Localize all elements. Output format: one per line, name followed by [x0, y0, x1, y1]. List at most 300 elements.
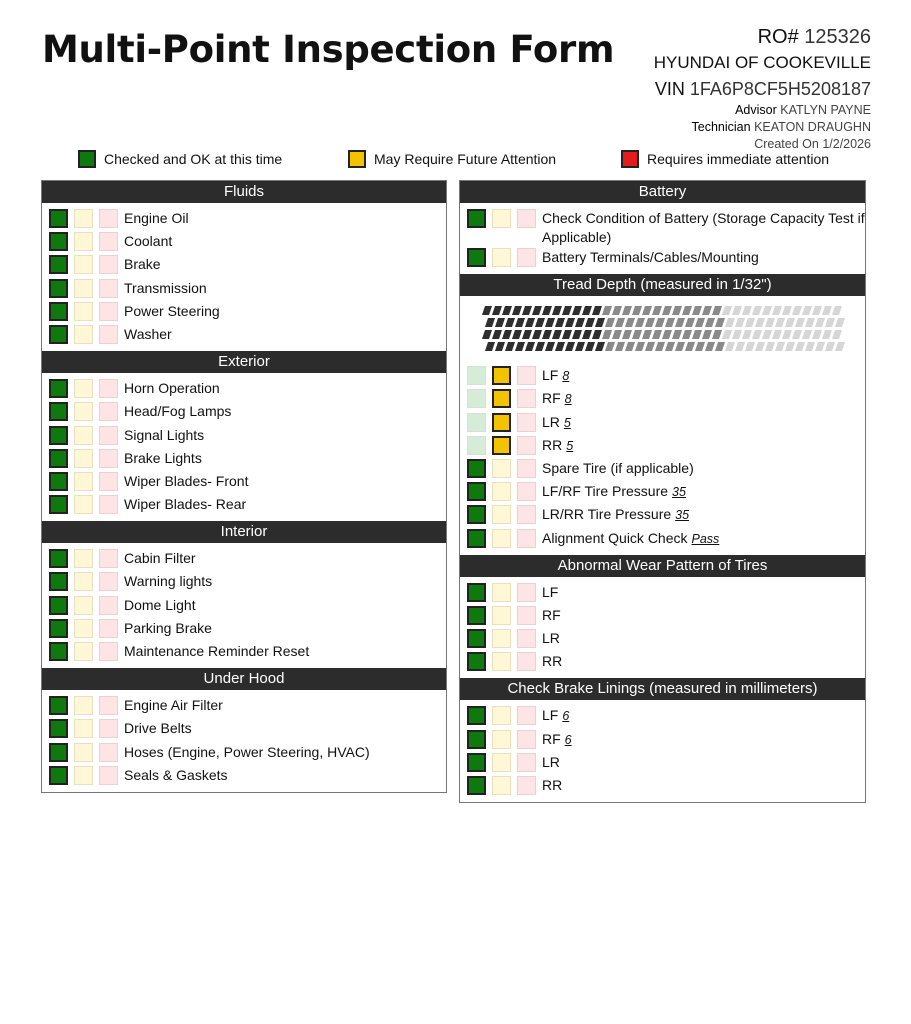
- green-status-box[interactable]: [49, 379, 68, 398]
- inspection-item-label: RR: [542, 777, 563, 793]
- yellow-status-box[interactable]: [74, 549, 93, 568]
- inspection-item-label: Signal Lights: [124, 426, 205, 443]
- inspection-item-label: Battery Terminals/Cables/Mounting: [542, 249, 759, 265]
- inspection-row: [42, 695, 446, 718]
- section-rows: [460, 360, 865, 555]
- inspection-item-label: LR/RR Tire Pressure: [542, 506, 672, 523]
- advisor-label: Advisor: [735, 103, 777, 117]
- inspection-row: [42, 208, 446, 231]
- green-status-box[interactable]: [467, 730, 486, 749]
- green-status-box[interactable]: [49, 325, 68, 344]
- inspection-item: [124, 401, 446, 421]
- yellow-status-box[interactable]: [492, 776, 511, 795]
- red-status-box[interactable]: [517, 389, 536, 408]
- green-status-box[interactable]: [49, 766, 68, 785]
- inspection-row: [460, 412, 865, 435]
- green-status-box[interactable]: [49, 642, 68, 661]
- inspection-item: [542, 247, 865, 267]
- yellow-status-box[interactable]: [492, 209, 511, 228]
- yellow-swatch-icon: [348, 150, 366, 168]
- yellow-status-box[interactable]: [74, 619, 93, 638]
- inspection-item-label: Check Condition of Battery (Storage Capacity Test if Applicable): [542, 210, 865, 245]
- yellow-status-box[interactable]: [492, 629, 511, 648]
- inspection-item: [124, 425, 446, 445]
- status-boxes: [49, 549, 118, 568]
- yellow-status-box[interactable]: [492, 248, 511, 267]
- red-status-box[interactable]: [99, 325, 118, 344]
- green-status-box[interactable]: [49, 495, 68, 514]
- red-status-box[interactable]: [517, 652, 536, 671]
- red-status-box[interactable]: [99, 642, 118, 661]
- inspection-item: [124, 208, 446, 228]
- red-status-box[interactable]: [99, 449, 118, 468]
- green-status-box[interactable]: [49, 549, 68, 568]
- legend-yellow-label: May Require Future Attention: [374, 151, 557, 167]
- vin-label: VIN: [654, 79, 685, 99]
- inspection-item-value: Pass: [691, 531, 720, 546]
- vin-number: 1FA6P8CF5H5208187: [689, 79, 871, 99]
- green-status-box[interactable]: [467, 753, 486, 772]
- red-status-box[interactable]: [517, 730, 536, 749]
- status-boxes: [49, 472, 118, 491]
- inspection-item-label: Washer: [124, 325, 172, 342]
- section-rows: [42, 373, 446, 521]
- red-status-box[interactable]: [99, 379, 118, 398]
- red-status-box[interactable]: [99, 766, 118, 785]
- section-rows: [460, 700, 865, 802]
- red-status-box[interactable]: [99, 696, 118, 715]
- red-status-box[interactable]: [99, 549, 118, 568]
- inspection-item: [542, 628, 865, 648]
- inspection-row: [42, 425, 446, 448]
- technician-label: Technician: [691, 120, 751, 134]
- inspection-row: [42, 378, 446, 401]
- inspection-item-label: RF: [542, 606, 561, 623]
- inspection-item: [542, 651, 865, 671]
- inspection-row: [460, 504, 865, 527]
- yellow-status-box[interactable]: [492, 529, 511, 548]
- inspection-item-label: RF: [542, 730, 561, 747]
- section-rows: [460, 203, 865, 274]
- inspection-row: [460, 775, 865, 798]
- created-date: 1/2/2026: [822, 137, 871, 151]
- red-status-box[interactable]: [517, 482, 536, 501]
- inspection-row: [42, 718, 446, 741]
- inspection-item-label: LR: [542, 630, 560, 647]
- section-header-under-hood: Under Hood: [42, 668, 446, 690]
- status-boxes: [467, 482, 536, 501]
- inspection-item-label: Wiper Blades- Front: [124, 472, 249, 489]
- inspection-item-label: Cabin Filter: [124, 550, 196, 567]
- inspection-item-label: Warning lights: [124, 573, 213, 590]
- inspection-item: [124, 231, 446, 251]
- green-status-box[interactable]: [467, 209, 486, 228]
- yellow-status-box[interactable]: [74, 379, 93, 398]
- section-header-interior: Interior: [42, 521, 446, 543]
- inspection-item: [124, 548, 446, 568]
- inspection-item-label: Spare Tire (if applicable): [542, 459, 694, 476]
- status-boxes: [467, 583, 536, 602]
- inspection-row: [42, 595, 446, 618]
- inspection-item: [124, 494, 446, 514]
- status-boxes: [49, 379, 118, 398]
- yellow-status-box[interactable]: [74, 209, 93, 228]
- inspection-row: [42, 301, 446, 324]
- yellow-status-box[interactable]: [74, 472, 93, 491]
- red-status-box[interactable]: [517, 753, 536, 772]
- yellow-status-box[interactable]: [492, 753, 511, 772]
- inspection-item-label: Brake Lights: [124, 449, 202, 466]
- yellow-status-box[interactable]: [74, 719, 93, 738]
- red-status-box[interactable]: [517, 529, 536, 548]
- inspection-row: [42, 324, 446, 347]
- legend-red: [621, 150, 829, 168]
- status-boxes: [49, 209, 118, 228]
- inspection-item: [124, 571, 446, 591]
- yellow-status-box[interactable]: [492, 413, 511, 432]
- technician-line: [511, 119, 871, 136]
- status-boxes: [467, 706, 536, 725]
- inspection-item: [124, 254, 446, 274]
- yellow-status-box[interactable]: [492, 706, 511, 725]
- inspection-row: [460, 651, 865, 674]
- inspection-item: [124, 471, 446, 491]
- green-status-box[interactable]: [49, 279, 68, 298]
- green-status-box[interactable]: [467, 606, 486, 625]
- yellow-status-box[interactable]: [74, 232, 93, 251]
- red-status-box[interactable]: [99, 302, 118, 321]
- green-status-box[interactable]: [467, 529, 486, 548]
- yellow-status-box[interactable]: [74, 495, 93, 514]
- yellow-status-box[interactable]: [492, 482, 511, 501]
- green-status-box[interactable]: [49, 302, 68, 321]
- status-boxes: [467, 413, 536, 432]
- green-status-box[interactable]: [49, 255, 68, 274]
- status-boxes: [49, 232, 118, 251]
- tread-depth-image: [460, 296, 865, 360]
- inspection-item: [542, 605, 865, 625]
- inspection-item-label: Transmission: [124, 279, 207, 296]
- red-status-box[interactable]: [99, 719, 118, 738]
- yellow-status-box[interactable]: [492, 606, 511, 625]
- yellow-status-box[interactable]: [74, 402, 93, 421]
- yellow-status-box[interactable]: [74, 572, 93, 591]
- green-status-box[interactable]: [467, 459, 486, 478]
- red-status-box[interactable]: [517, 505, 536, 524]
- inspection-item-value: 35: [672, 485, 686, 500]
- green-status-box[interactable]: [467, 389, 486, 408]
- inspection-item-label: RR: [542, 653, 563, 670]
- inspection-item-label: RF: [542, 390, 561, 407]
- yellow-status-box[interactable]: [74, 696, 93, 715]
- inspection-item-label: Head/Fog Lamps: [124, 403, 232, 420]
- inspection-row: [460, 435, 865, 458]
- green-status-box[interactable]: [467, 629, 486, 648]
- status-boxes: [467, 505, 536, 524]
- inspection-item: [124, 765, 446, 785]
- status-boxes: [467, 652, 536, 671]
- status-boxes: [49, 743, 118, 762]
- inspection-item: [542, 412, 865, 433]
- green-status-box[interactable]: [49, 743, 68, 762]
- green-status-box[interactable]: [467, 505, 486, 524]
- yellow-status-box[interactable]: [74, 449, 93, 468]
- left-column: [41, 180, 447, 793]
- red-status-box[interactable]: [517, 209, 536, 228]
- red-status-box[interactable]: [99, 572, 118, 591]
- inspection-item: [124, 742, 446, 762]
- yellow-status-box[interactable]: [74, 325, 93, 344]
- inspection-row: [460, 481, 865, 504]
- green-status-box[interactable]: [49, 209, 68, 228]
- dealer-name: HYUNDAI OF COOKEVILLE: [653, 53, 871, 72]
- inspection-row: [42, 231, 446, 254]
- inspection-item: [542, 528, 865, 549]
- red-status-box[interactable]: [517, 459, 536, 478]
- yellow-status-box[interactable]: [74, 302, 93, 321]
- green-status-box[interactable]: [467, 248, 486, 267]
- inspection-item: [124, 378, 446, 398]
- inspection-item-label: Engine Air Filter: [124, 697, 223, 714]
- green-status-box[interactable]: [49, 449, 68, 468]
- section-rows: [42, 690, 446, 792]
- ro-line: [511, 24, 871, 50]
- inspection-item: [542, 365, 865, 386]
- status-boxes: [467, 629, 536, 648]
- yellow-status-box[interactable]: [74, 596, 93, 615]
- green-status-box[interactable]: [49, 402, 68, 421]
- inspection-item: [124, 718, 446, 738]
- created-label: Created On: [754, 137, 819, 151]
- inspection-item-label: Brake: [124, 256, 161, 273]
- inspection-row: [460, 528, 865, 551]
- green-status-box[interactable]: [467, 482, 486, 501]
- right-column: [459, 180, 866, 803]
- red-status-box[interactable]: [99, 619, 118, 638]
- inspection-row: [42, 765, 446, 788]
- red-status-box[interactable]: [99, 402, 118, 421]
- yellow-status-box[interactable]: [74, 426, 93, 445]
- inspection-item-label: LF/RF Tire Pressure: [542, 483, 669, 500]
- section-header-exterior: Exterior: [42, 351, 446, 373]
- yellow-status-box[interactable]: [74, 766, 93, 785]
- legend-green-label: Checked and OK at this time: [104, 151, 283, 167]
- ro-label: RO#: [757, 26, 799, 48]
- inspection-row: [460, 752, 865, 775]
- status-boxes: [49, 402, 118, 421]
- green-status-box[interactable]: [49, 426, 68, 445]
- green-status-box[interactable]: [467, 776, 486, 795]
- inspection-item-value: 6: [562, 709, 570, 724]
- inspection-row: [42, 494, 446, 517]
- advisor-name: KATLYN PAYNE: [780, 103, 871, 117]
- inspection-item-label: LR: [542, 413, 560, 430]
- ro-number: 125326: [804, 26, 871, 48]
- inspection-row: [42, 641, 446, 664]
- inspection-row: [42, 254, 446, 277]
- inspection-item: [542, 458, 865, 478]
- inspection-row: [42, 571, 446, 594]
- inspection-item: [542, 504, 865, 525]
- status-boxes: [49, 495, 118, 514]
- yellow-status-box[interactable]: [74, 279, 93, 298]
- inspection-item-label: Drive Belts: [124, 720, 192, 737]
- green-swatch-icon: [78, 150, 96, 168]
- status-boxes: [467, 389, 536, 408]
- status-boxes: [467, 248, 536, 267]
- inspection-item: [124, 595, 446, 615]
- inspection-item-label: RR: [542, 436, 563, 453]
- green-status-box[interactable]: [49, 696, 68, 715]
- inspection-item-value: 6: [564, 732, 572, 747]
- red-status-box[interactable]: [99, 209, 118, 228]
- section-header-tread-depth-measured-in-1-32: Tread Depth (measured in 1/32"): [460, 274, 865, 296]
- inspection-row: [460, 729, 865, 752]
- status-boxes: [467, 753, 536, 772]
- green-status-box[interactable]: [467, 652, 486, 671]
- inspection-row: [42, 401, 446, 424]
- status-boxes: [49, 596, 118, 615]
- yellow-status-box[interactable]: [492, 389, 511, 408]
- green-status-box[interactable]: [49, 472, 68, 491]
- inspection-row: [42, 742, 446, 765]
- inspection-item: [542, 775, 865, 795]
- inspection-item: [542, 729, 865, 750]
- inspection-row: [42, 448, 446, 471]
- section-header-fluids: Fluids: [42, 181, 446, 203]
- red-status-box[interactable]: [99, 279, 118, 298]
- red-status-box[interactable]: [99, 472, 118, 491]
- inspection-item: [542, 481, 865, 502]
- red-status-box[interactable]: [517, 629, 536, 648]
- status-boxes: [49, 449, 118, 468]
- yellow-status-box[interactable]: [492, 730, 511, 749]
- inspection-item: [542, 208, 865, 247]
- section-rows: [460, 577, 865, 679]
- status-boxes: [467, 366, 536, 385]
- red-status-box[interactable]: [99, 232, 118, 251]
- red-status-box[interactable]: [99, 596, 118, 615]
- inspection-item: [542, 435, 865, 456]
- status-boxes: [467, 730, 536, 749]
- yellow-status-box[interactable]: [492, 583, 511, 602]
- green-status-box[interactable]: [467, 436, 486, 455]
- section-rows: [42, 543, 446, 668]
- inspection-item-label: Parking Brake: [124, 619, 212, 636]
- inspection-row: [460, 582, 865, 605]
- red-status-box[interactable]: [517, 436, 536, 455]
- inspection-item-value: 5: [563, 415, 571, 430]
- legend-green: [78, 150, 282, 168]
- red-status-box[interactable]: [517, 776, 536, 795]
- inspection-item-value: 8: [564, 392, 572, 407]
- red-status-box[interactable]: [517, 706, 536, 725]
- red-status-box[interactable]: [99, 743, 118, 762]
- inspection-item-label: Power Steering: [124, 302, 220, 319]
- inspection-item-value: 5: [566, 438, 574, 453]
- green-status-box[interactable]: [49, 619, 68, 638]
- yellow-status-box[interactable]: [74, 642, 93, 661]
- green-status-box[interactable]: [49, 596, 68, 615]
- red-status-box[interactable]: [517, 413, 536, 432]
- red-status-box[interactable]: [517, 248, 536, 267]
- advisor-line: [511, 102, 871, 119]
- green-status-box[interactable]: [49, 572, 68, 591]
- inspection-item-label: Horn Operation: [124, 380, 220, 397]
- red-status-box[interactable]: [517, 366, 536, 385]
- status-boxes: [467, 209, 536, 228]
- inspection-item: [124, 448, 446, 468]
- inspection-row: [460, 458, 865, 481]
- status-boxes: [49, 572, 118, 591]
- status-boxes: [49, 302, 118, 321]
- inspection-item-label: Coolant: [124, 233, 173, 250]
- inspection-row: [460, 705, 865, 728]
- status-boxes: [467, 459, 536, 478]
- tread-gauge-icon: [481, 302, 845, 354]
- yellow-status-box[interactable]: [492, 652, 511, 671]
- section-header-check-brake-linings-measured-in-millimeters: Check Brake Linings (measured in millimeters): [460, 678, 865, 700]
- inspection-item: [542, 582, 865, 602]
- inspection-item-label: Wiper Blades- Rear: [124, 496, 247, 513]
- red-status-box[interactable]: [99, 495, 118, 514]
- section-rows: [42, 203, 446, 351]
- inspection-item-label: Dome Light: [124, 596, 196, 613]
- status-boxes: [467, 436, 536, 455]
- yellow-status-box[interactable]: [492, 459, 511, 478]
- red-status-box[interactable]: [99, 426, 118, 445]
- green-status-box[interactable]: [467, 413, 486, 432]
- inspection-row: [460, 605, 865, 628]
- inspection-item-value: 35: [675, 508, 690, 523]
- red-status-box[interactable]: [517, 606, 536, 625]
- inspection-item-label: Alignment Quick Check: [542, 529, 688, 546]
- inspection-item-label: LF: [542, 583, 559, 600]
- order-header: [511, 24, 871, 153]
- yellow-status-box[interactable]: [74, 255, 93, 274]
- inspection-item-label: Maintenance Reminder Reset: [124, 643, 310, 659]
- red-status-box[interactable]: [99, 255, 118, 274]
- inspection-row: [460, 365, 865, 388]
- status-boxes: [49, 696, 118, 715]
- section-header-abnormal-wear-pattern-of-tires: Abnormal Wear Pattern of Tires: [460, 555, 865, 577]
- green-status-box[interactable]: [49, 719, 68, 738]
- inspection-item: [124, 695, 446, 715]
- green-status-box[interactable]: [467, 583, 486, 602]
- green-status-box[interactable]: [467, 366, 486, 385]
- yellow-status-box[interactable]: [492, 366, 511, 385]
- yellow-status-box[interactable]: [492, 436, 511, 455]
- inspection-item: [124, 278, 446, 298]
- legend: [0, 150, 911, 172]
- vin-line: [511, 76, 871, 102]
- legend-red-label: Requires immediate attention: [647, 151, 830, 167]
- inspection-row: [460, 247, 865, 270]
- inspection-item: [542, 752, 865, 772]
- yellow-status-box[interactable]: [492, 505, 511, 524]
- inspection-item: [542, 705, 865, 726]
- yellow-status-box[interactable]: [74, 743, 93, 762]
- status-boxes: [49, 426, 118, 445]
- green-status-box[interactable]: [49, 232, 68, 251]
- status-boxes: [467, 606, 536, 625]
- inspection-row: [42, 618, 446, 641]
- inspection-item-label: LF: [542, 707, 559, 724]
- inspection-item: [124, 301, 446, 321]
- red-status-box[interactable]: [517, 583, 536, 602]
- legend-yellow: [348, 150, 556, 168]
- green-status-box[interactable]: [467, 706, 486, 725]
